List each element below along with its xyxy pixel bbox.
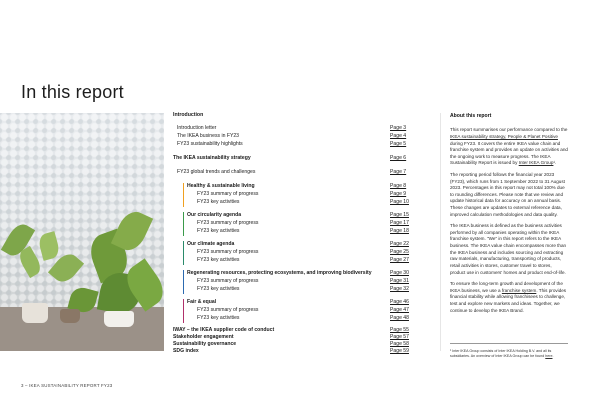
toc-page-link[interactable]: Page 47 xyxy=(390,307,409,313)
toc-entry-title: SDG index xyxy=(173,348,199,354)
footnote-here-link[interactable]: here xyxy=(545,353,553,358)
toc-heading: Introduction xyxy=(173,112,204,118)
footnote-divider xyxy=(450,343,568,344)
toc-entry-title: FY23 summary of progress xyxy=(197,249,259,255)
toc-entry-title: Our climate agenda xyxy=(187,241,235,247)
section-color-bar-climate xyxy=(183,241,184,265)
footnote: ¹ Inter IKEA Group consists of Inter IKEA Holding B.V. and all its subsidiaries. An overview of Inter IKEA Group can be found here. xyxy=(450,349,554,358)
toc-entry[interactable] xyxy=(173,258,409,265)
toc-page-link[interactable]: Page 18 xyxy=(390,228,409,234)
toc-page-link[interactable]: Page 46 xyxy=(390,299,409,305)
toc-entry[interactable] xyxy=(173,192,409,199)
toc-page-link[interactable]: Page 31 xyxy=(390,278,409,284)
section-color-bar-regenerating xyxy=(183,270,184,294)
section-color-bar-healthy xyxy=(183,183,184,207)
toc-entry[interactable] xyxy=(173,271,409,278)
toc-entry-title: Regenerating resources, protecting ecosystems, and improving biodiversity xyxy=(187,270,372,276)
toc-entry-title: The IKEA business in FY23 xyxy=(177,133,240,139)
toc-entry[interactable] xyxy=(173,242,409,249)
strategy-link[interactable]: IKEA sustainability strategy, People & Planet Positive xyxy=(450,133,558,139)
toc-entry-title: FY23 key activities xyxy=(197,228,240,234)
toc-entry-title: The IKEA sustainability strategy xyxy=(173,155,251,161)
toc-page-link[interactable]: Page 10 xyxy=(390,199,409,205)
toc-page-link[interactable]: Page 5 xyxy=(390,141,407,147)
inter-ikea-link[interactable]: Inter IKEA Group xyxy=(518,160,554,166)
toc-entry[interactable] xyxy=(173,200,409,207)
column-divider xyxy=(440,113,441,351)
toc-page-link[interactable]: Page 32 xyxy=(390,286,409,292)
page-footer: 3 – IKEA SUSTAINABILITY REPORT FY23 xyxy=(21,383,113,388)
toc-entry[interactable] xyxy=(173,156,409,163)
toc-page-link[interactable]: Page 7 xyxy=(390,169,407,175)
plant-pot xyxy=(60,309,80,323)
toc-entry-title: FY23 summary of progress xyxy=(197,191,259,197)
toc-page-link[interactable]: Page 9 xyxy=(390,191,407,197)
toc-entry[interactable] xyxy=(173,250,409,257)
toc-entry[interactable] xyxy=(173,229,409,236)
toc-entry[interactable] xyxy=(173,126,409,133)
toc-page-link[interactable]: Page 48 xyxy=(390,315,409,321)
section-color-bar-fair xyxy=(183,299,184,323)
toc-entry[interactable] xyxy=(173,342,409,349)
toc-entry-title: IWAY – the IKEA supplier code of conduct xyxy=(173,327,275,333)
page-title: In this report xyxy=(21,82,124,102)
toc-page-link[interactable]: Page 25 xyxy=(390,249,409,255)
toc-entry-title: Introduction letter xyxy=(177,125,217,131)
toc-entry-title: FY23 key activities xyxy=(197,315,240,321)
toc-entry[interactable] xyxy=(173,300,409,307)
toc-entry[interactable] xyxy=(173,170,409,177)
section-color-bar-circularity xyxy=(183,212,184,236)
about-this-report xyxy=(450,113,568,319)
toc-entry-title: FY23 key activities xyxy=(197,286,240,292)
toc-entry[interactable] xyxy=(173,221,409,228)
toc-entry[interactable] xyxy=(173,316,409,323)
toc-page-link[interactable]: Page 58 xyxy=(390,341,409,347)
toc-page-link[interactable]: Page 22 xyxy=(390,241,409,247)
toc-page-link[interactable]: Page 59 xyxy=(390,348,409,354)
toc-entry[interactable] xyxy=(173,279,409,286)
toc-entry-title: Stakeholder engagement xyxy=(173,334,234,340)
toc-entry-title: FY23 key activities xyxy=(197,257,240,263)
toc-entry-title: Sustainability governance xyxy=(173,341,237,347)
toc-page-link[interactable]: Page 4 xyxy=(390,133,407,139)
toc-entry-title: FY23 global trends and challenges xyxy=(177,169,256,175)
toc-entry[interactable] xyxy=(173,134,409,141)
toc-page-link[interactable]: Page 17 xyxy=(390,220,409,226)
toc-page-link[interactable]: Page 27 xyxy=(390,257,409,263)
toc-entry[interactable] xyxy=(173,142,409,149)
toc-entry-title: FY23 summary of progress xyxy=(197,278,259,284)
plant-pot xyxy=(104,311,134,327)
toc-entry-title: FY23 sustainability highlights xyxy=(177,141,243,147)
toc-entry-title: Fair & equal xyxy=(187,299,217,305)
toc-entry-title: FY23 summary of progress xyxy=(197,307,259,313)
toc-entry[interactable] xyxy=(173,308,409,315)
toc-entry[interactable] xyxy=(173,213,409,220)
franchise-system-link[interactable]: franchise system xyxy=(501,287,537,293)
toc-page-link[interactable]: Page 30 xyxy=(390,270,409,276)
toc-page-link[interactable]: Page 15 xyxy=(390,212,409,218)
toc-page-link[interactable]: Page 6 xyxy=(390,155,407,161)
toc-page-link[interactable]: Page 57 xyxy=(390,334,409,340)
toc-entry-title: FY23 summary of progress xyxy=(197,220,259,226)
toc-entry-title: Our circularity agenda xyxy=(187,212,242,218)
plant-pot xyxy=(22,303,48,323)
about-paragraph: The IKEA business is defined as the business activities performed by all companies operating within the IKEA franchise system. "We" in this report refers to the IKEA business. The IKEA value chain encompasses more than the IKEA business and includes sourcing and extracting raw materials, manufacturing, transporting of products, retail activities in stores, customer travel to stores, product use in customers' homes and product end-of-life. xyxy=(450,223,567,275)
toc-page-link[interactable]: Page 8 xyxy=(390,183,407,189)
about-heading: About this report xyxy=(450,113,492,119)
about-paragraph: This report summarises our performance compared to the IKEA sustainability strategy, People & Planet Positive during FY23. It covers the entire IKEA value chain and franchise system and provides an update on activities and the ongoing work to measure progress. The IKEA Sustainability Report is issued by Inter IKEA Group¹. xyxy=(450,127,568,166)
toc-page-link[interactable]: Page 55 xyxy=(390,327,409,333)
cover-photo-plants-window xyxy=(0,113,164,351)
toc-page-link[interactable]: Page 3 xyxy=(390,125,407,131)
about-paragraph: The reporting period follows the financial year 2023 (FY23), which runs from 1 September 2022 to 31 August 2023. Percentages in this report may not total 100% due to rounding differences. Please note that we review and update historical data for accuracy on an annual basis. These changes are updates to external reference data, improved calculation methodologies and data quality. xyxy=(450,171,565,217)
toc-entry-title: Healthy & sustainable living xyxy=(187,183,255,189)
toc-entry[interactable] xyxy=(173,184,409,191)
toc-entry-title: FY23 key activities xyxy=(197,199,240,205)
toc-entry[interactable] xyxy=(173,349,409,356)
about-paragraph: To ensure the long-term growth and development of the IKEA business, we use a franchise system. This provides financial stability while allowing franchisees to challenge, test and explore new markets and ideas. Together, we continue to develop the IKEA Brand. xyxy=(450,281,567,313)
toc-entry[interactable] xyxy=(173,287,409,294)
